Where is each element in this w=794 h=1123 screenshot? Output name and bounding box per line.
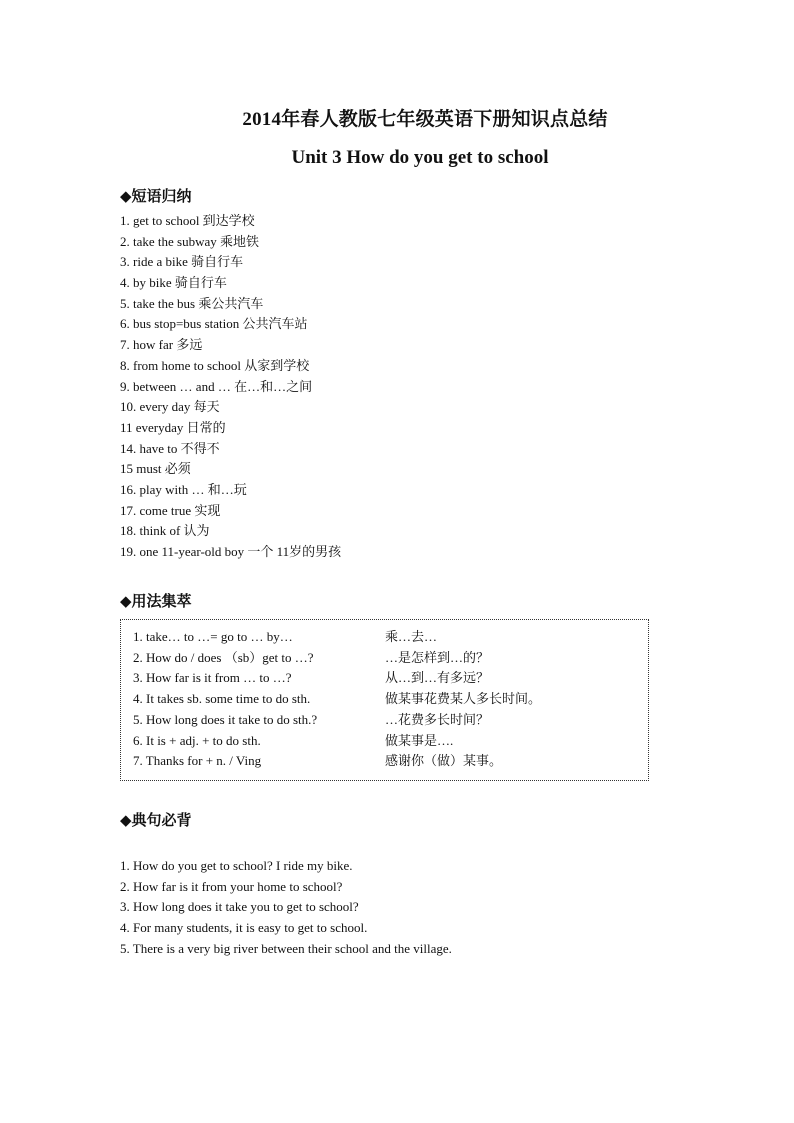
phrases-heading: ◆短语归纳: [120, 189, 192, 205]
usage-english: 1. take… to …= go to … by…: [133, 629, 293, 644]
list-item: 6. bus stop=bus station 公共汽车站: [120, 316, 308, 332]
usage-english: 2. How do / does （sb）get to …?: [133, 649, 314, 665]
table-row: [133, 731, 541, 752]
list-item: 10. every day 每天: [120, 399, 220, 415]
list-item: 11 everyday 日常的: [120, 419, 226, 435]
usage-chinese: 感谢你（做）某事。: [385, 753, 503, 769]
list-item: 8. from home to school 从家到学校: [120, 357, 310, 373]
list-item: 1. get to school 到达学校: [120, 213, 255, 228]
list-item: 5. take the bus 乘公共汽车: [120, 295, 264, 311]
list-item: 15 must 必须: [120, 461, 191, 477]
list-item: 17. come true 实现: [120, 502, 221, 518]
usage-english: 3. How far is it from … to …?: [133, 670, 292, 686]
unit-title: Unit 3 How do you get to school: [291, 147, 549, 168]
sentence-list: [120, 856, 452, 959]
list-item: 14. have to 不得不: [120, 440, 220, 456]
list-item: 3. ride a bike 骑自行车: [120, 254, 244, 270]
usage-english: 5. How long does it take to do sth.?: [133, 711, 318, 727]
table-row: [133, 648, 541, 669]
usage-english: 4. It takes sb. some time to do sth.: [133, 691, 311, 707]
usage-english: 7. Thanks for + n. / Ving: [133, 753, 262, 769]
usage-box: [120, 619, 649, 781]
table-row: [133, 627, 541, 648]
usage-chinese: 做某事是….: [385, 732, 454, 748]
sentences-heading: ◆典句必背: [120, 813, 192, 829]
document-title: 2014年春人教版七年级英语下册知识点总结: [242, 109, 608, 130]
list-item: 4. by bike 骑自行车: [120, 275, 227, 291]
list-item: 16. play with … 和…玩: [120, 481, 247, 497]
list-item: 5. There is a very big river between their school and the village.: [120, 940, 452, 956]
usage-chinese: 做某事花费某人多长时间。: [385, 691, 542, 707]
table-row: [133, 751, 541, 772]
list-item: 9. between … and … 在…和…之间: [120, 378, 313, 394]
usage-chinese: 乘…去…: [385, 629, 438, 644]
list-item: 2. take the subway 乘地铁: [120, 233, 260, 249]
list-item: 2. How far is it from your home to school?: [120, 878, 343, 894]
usage-english: 6. It is + adj. + to do sth.: [133, 732, 261, 748]
table-row: [133, 689, 541, 710]
list-item: 7. how far 多远: [120, 337, 203, 353]
list-item: 4. For many students, it is easy to get to school.: [120, 920, 368, 936]
list-item: 19. one 11-year-old boy 一个 11岁的男孩: [120, 544, 342, 559]
list-item: 3. How long does it take you to get to school?: [120, 899, 359, 915]
phrase-list: [120, 211, 341, 563]
table-row: [133, 710, 541, 731]
list-item: 18. think of 认为: [120, 523, 210, 539]
usage-chinese: …是怎样到…的？: [385, 649, 490, 665]
usage-table: [133, 627, 541, 772]
table-row: [133, 668, 541, 689]
usage-heading: ◆用法集萃: [120, 594, 192, 610]
list-item: 1. How do you get to school? I ride my bike.: [120, 858, 353, 873]
usage-chinese: 从…到…有多远？: [385, 670, 490, 686]
usage-chinese: …花费多长时间？: [385, 711, 490, 727]
